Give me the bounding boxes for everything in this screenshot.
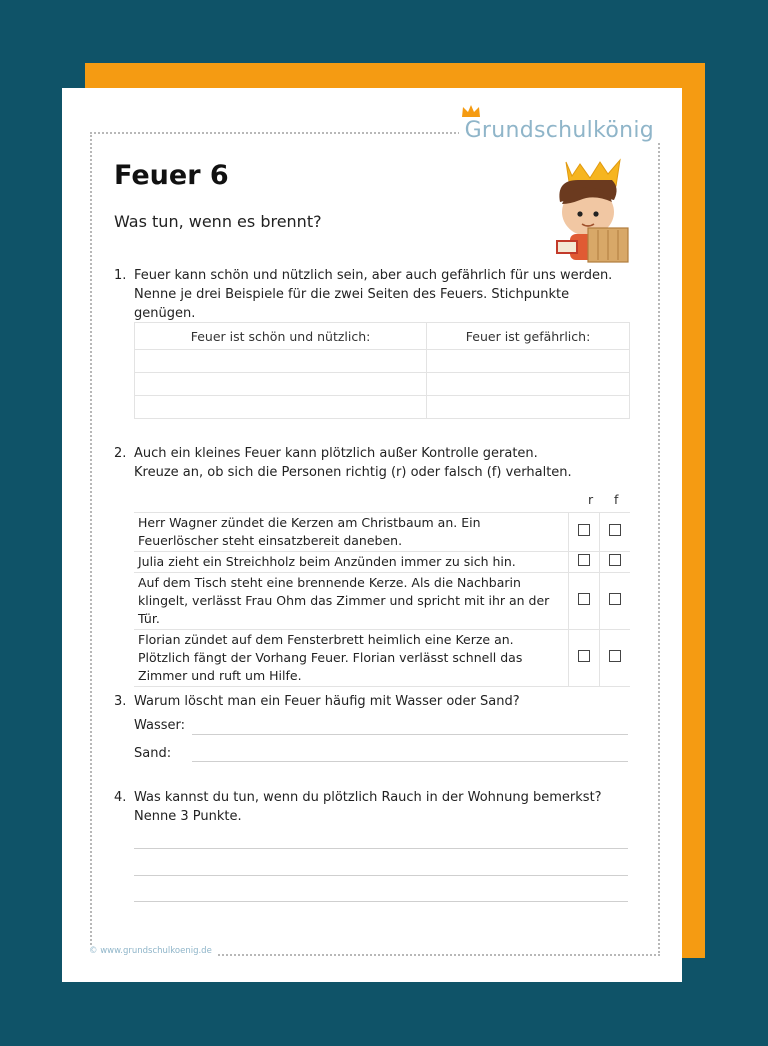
checkbox-r[interactable] <box>578 650 590 662</box>
page-title: Feuer 6 <box>114 160 229 191</box>
writing-line[interactable] <box>134 901 628 902</box>
answer-cell[interactable] <box>427 396 630 419</box>
col-header-dangerous: Feuer ist gefährlich: <box>427 323 630 350</box>
answer-cell[interactable] <box>135 350 427 373</box>
checkbox-r[interactable] <box>578 524 590 536</box>
answer-cell[interactable] <box>427 373 630 396</box>
table-row <box>134 552 630 573</box>
answer-line-water[interactable] <box>192 734 628 735</box>
checkbox-r[interactable] <box>578 593 590 605</box>
answer-label-sand: Sand: <box>134 746 172 761</box>
answer-label-water: Wasser: <box>134 718 186 733</box>
answer-cell[interactable] <box>135 396 427 419</box>
king-mascot-illustration <box>550 154 638 264</box>
task-2 <box>114 444 634 482</box>
brand-name: Grundschulkönig <box>464 118 654 143</box>
answer-cell[interactable] <box>427 350 630 373</box>
column-f-label: f <box>614 492 619 507</box>
task-1 <box>114 266 634 323</box>
checkbox-r[interactable] <box>578 554 590 566</box>
checkbox-f[interactable] <box>609 554 621 566</box>
column-r-label: r <box>588 492 594 507</box>
table-row <box>134 573 630 630</box>
task-1-line-2: Nenne je drei Beispiele für die zwei Seiten des Feuers. Stichpunkte genügen. <box>134 287 570 321</box>
writing-line[interactable] <box>134 848 628 849</box>
footer-url: © www.grundschulkoenig.de <box>84 946 217 956</box>
task-2-number: 2. <box>114 446 127 461</box>
crown-icon <box>461 104 481 118</box>
task-1-answer-table <box>134 322 630 419</box>
task-4 <box>114 788 634 826</box>
writing-line[interactable] <box>134 875 628 876</box>
page-subtitle: Was tun, wenn es brennt? <box>114 212 322 231</box>
statement-text: Julia zieht ein Streichholz beim Anzünden immer zu sich hin. <box>134 552 569 573</box>
task-4-line-1: Was kannst du tun, wenn du plötzlich Rauch in der Wohnung bemerkst? <box>134 790 602 805</box>
task-4-line-2: Nenne 3 Punkte. <box>134 809 242 824</box>
statement-text: Auf dem Tisch steht eine brennende Kerze. Als die Nachbarin klingelt, verlässt Frau Ohm das Zimmer und spricht mit ihr an der Tür. <box>134 573 569 630</box>
task-3 <box>114 692 634 711</box>
task-1-number: 1. <box>114 268 127 283</box>
table-row <box>134 630 630 687</box>
task-2-statement-table <box>134 512 630 687</box>
task-3-line-1: Warum löscht man ein Feuer häufig mit Wasser oder Sand? <box>134 694 520 709</box>
task-4-number: 4. <box>114 790 127 805</box>
task-2-line-1: Auch ein kleines Feuer kann plötzlich außer Kontrolle geraten. <box>134 446 538 461</box>
brand-logo <box>459 118 660 143</box>
answer-cell[interactable] <box>135 373 427 396</box>
checkbox-f[interactable] <box>609 593 621 605</box>
answer-line-sand[interactable] <box>192 761 628 762</box>
checkbox-f[interactable] <box>609 650 621 662</box>
statement-text: Herr Wagner zündet die Kerzen am Christbaum an. Ein Feuerlöscher steht einsatzbereit daneben. <box>134 513 569 552</box>
task-2-line-2: Kreuze an, ob sich die Personen richtig (r) oder falsch (f) verhalten. <box>134 465 572 480</box>
checkbox-f[interactable] <box>609 524 621 536</box>
table-row <box>134 513 630 552</box>
col-header-useful: Feuer ist schön und nützlich: <box>135 323 427 350</box>
task-1-line-1: Feuer kann schön und nützlich sein, aber auch gefährlich für uns werden. <box>134 268 613 283</box>
statement-text: Florian zündet auf dem Fensterbrett heimlich eine Kerze an. Plötzlich fängt der Vorhang Feuer. Florian verlässt schnell das Zimmer und ruft um Hilfe. <box>134 630 569 687</box>
worksheet <box>62 88 682 982</box>
task-3-number: 3. <box>114 694 127 709</box>
